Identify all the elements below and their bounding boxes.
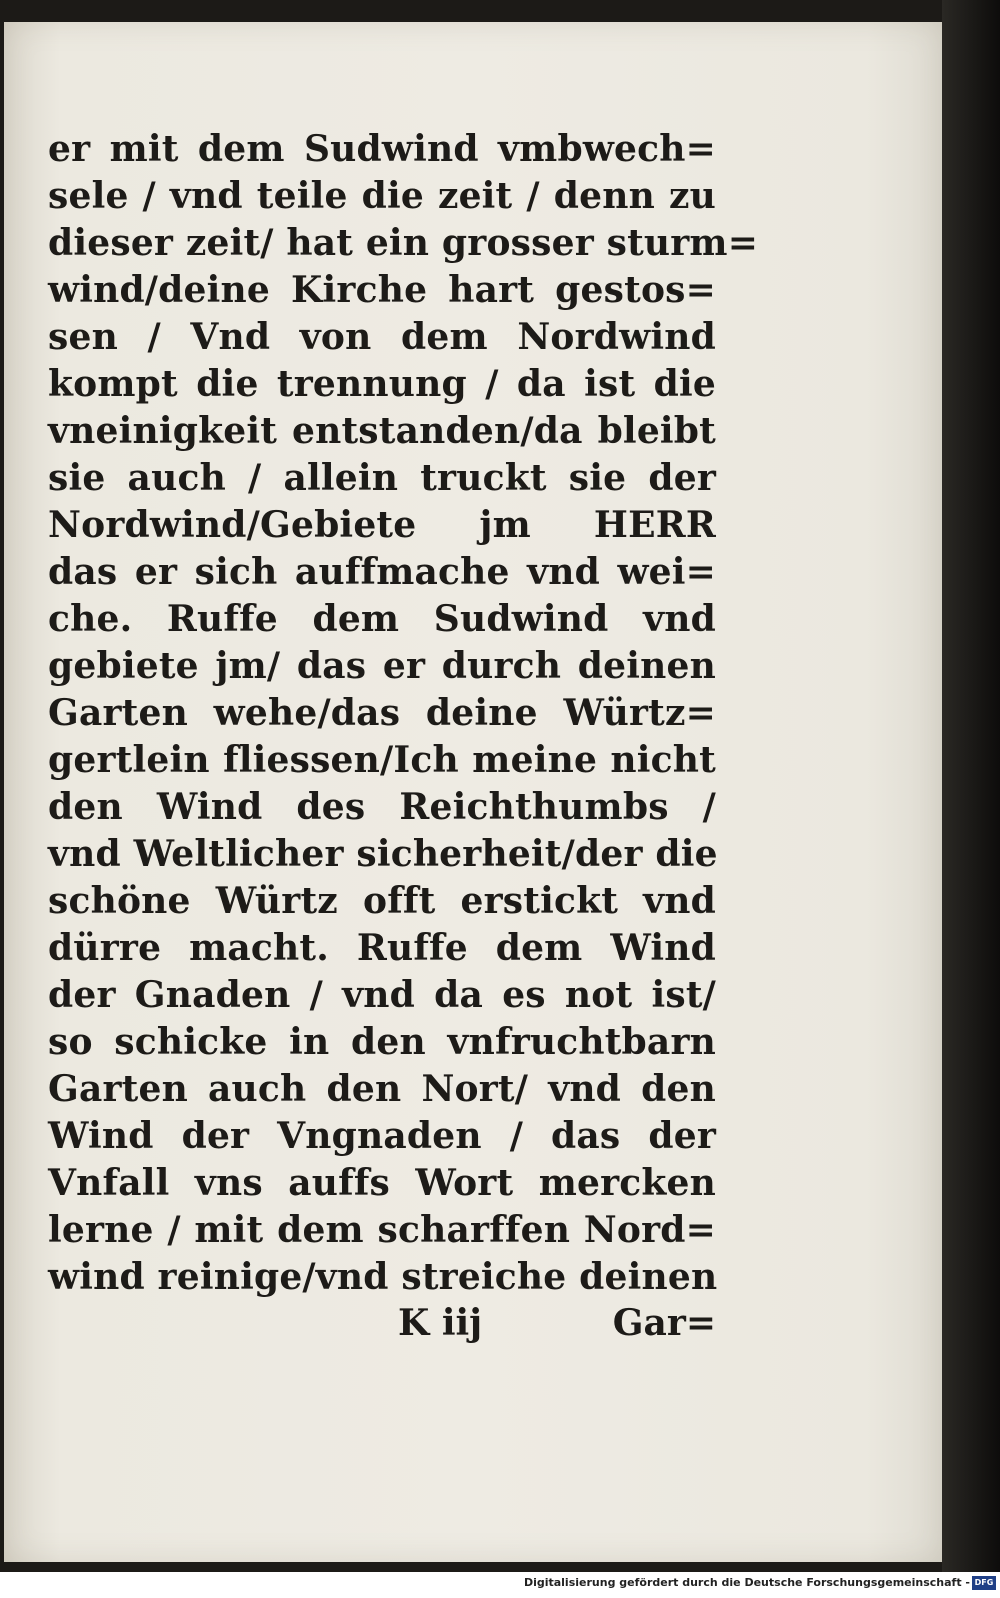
text-line: gebiete jm/ das er durch deinen	[48, 645, 716, 687]
text-line: wind/deine Kirche hart gestos=	[48, 269, 716, 311]
footer-credit: Digitalisierung gefördert durch die Deutsche Forschungsgemeinschaft -	[523, 1576, 970, 1589]
text-line: lerne / mit dem scharffen Nord=	[48, 1209, 716, 1251]
text-line: kompt die trennung / da ist die	[48, 363, 716, 405]
text-line: vneinigkeit entstanden/da bleibt	[48, 410, 716, 452]
text-line: dürre macht. Ruffe dem Wind	[48, 927, 716, 969]
text-line: Garten wehe/das deine Würtz=	[48, 692, 716, 734]
text-line: Nordwind/Gebiete jm HERR	[48, 504, 716, 546]
binding-shadow	[942, 0, 1000, 1572]
text-line: Wind der Vngnaden / das der	[48, 1115, 716, 1157]
text-line: Garten auch den Nort/ vnd den	[48, 1068, 716, 1110]
footer-bar	[0, 1572, 1000, 1598]
text-line: Vnfall vns auffs Wort mercken	[48, 1162, 716, 1204]
text-line: dieser zeit/ hat ein grosser sturm=	[48, 222, 759, 264]
text-line: sele / vnd teile die zeit / denn zu	[48, 175, 716, 217]
text-line: er mit dem Sudwind vmbwech=	[48, 128, 716, 170]
text-line: schöne Würtz offt erstickt vnd	[48, 880, 716, 922]
text-line: wind reinige/vnd streiche deinen	[48, 1256, 718, 1298]
text-line: das er sich auffmache vnd wei=	[48, 551, 716, 593]
text-line: gertlein fliessen/Ich meine nicht	[48, 739, 716, 781]
page-foot-row	[48, 1302, 716, 1352]
text-line: den Wind des Reichthumbs /	[48, 786, 716, 828]
text-line: che. Ruffe dem Sudwind vnd	[48, 598, 716, 640]
dfg-logo: DFG	[972, 1576, 996, 1590]
text-line: der Gnaden / vnd da es not ist/	[48, 974, 716, 1016]
text-line: so schicke in den vnfruchtbarn	[48, 1021, 716, 1063]
text-block	[48, 126, 759, 1301]
book-page	[4, 22, 942, 1562]
text-line: sen / Vnd von dem Nordwind	[48, 316, 716, 358]
text-line: vnd Weltlicher sicherheit/der die	[48, 833, 718, 875]
catchword: Gar=	[612, 1302, 716, 1344]
signature-mark: K iij	[398, 1302, 483, 1344]
text-line: sie auch / allein truckt sie der	[48, 457, 716, 499]
